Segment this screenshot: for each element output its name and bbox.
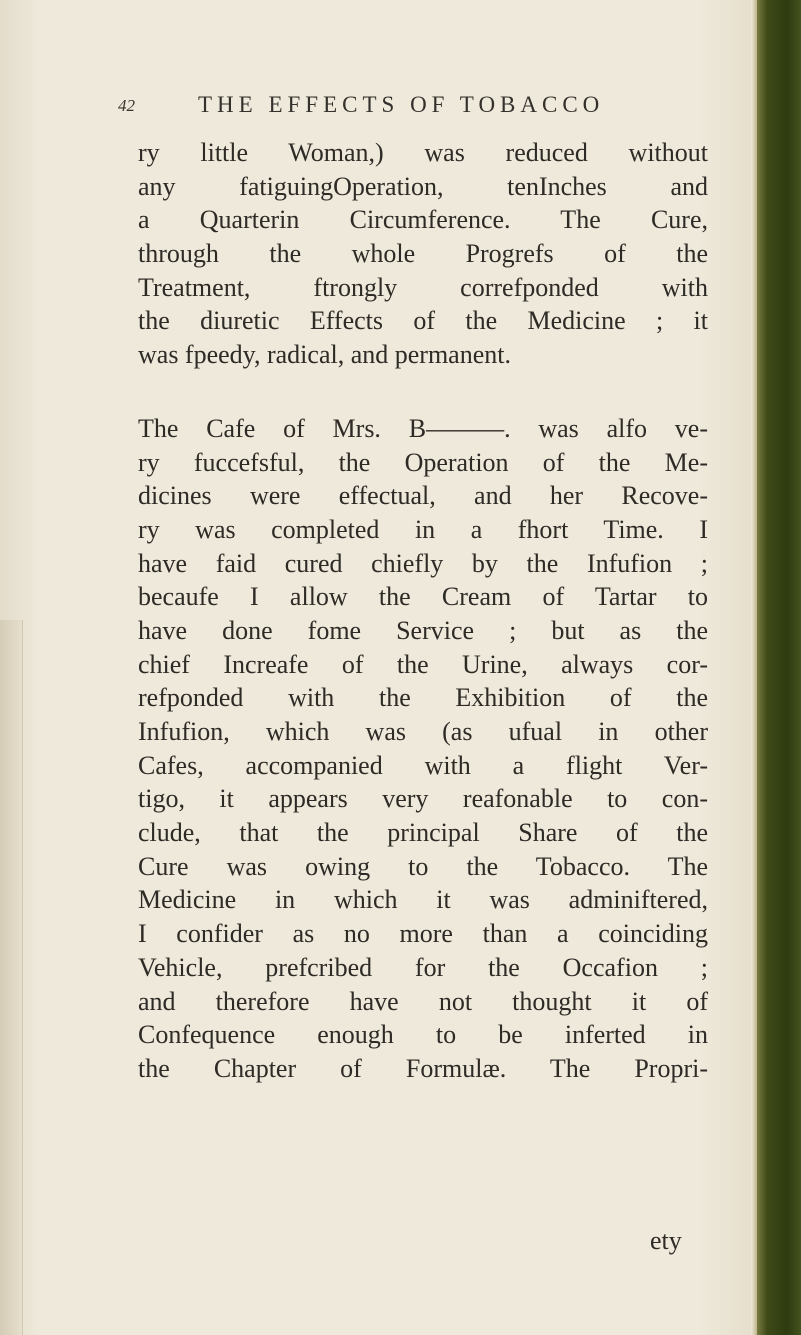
text-line: clude, that the principal Share of the [138,818,708,848]
text-line: any fatiguingOperation, tenInches and [138,171,708,201]
running-header [118,92,758,122]
text-line: a Quarterin Circumference. The Cure, [138,205,708,235]
text-line: the Chapter of Formulæ. The Propri- [138,1053,708,1083]
text-line: Infufion, which was (as ufual in other [138,717,708,746]
text-line: Cafes, accompanied with a flight Ver- [138,750,708,780]
text-line: Treatment, ftrongly correfponded with [138,272,708,302]
catchword: ety [650,1226,682,1255]
text-line: chief Increafe of the Urine, always cor- [138,649,708,679]
paragraph-gap [138,372,708,412]
text-line: ry was completed in a fhort Time. I [138,514,708,544]
text-line: Cure was owing to the Tobacco. The [138,851,708,881]
text-line: I confider as no more than a coinciding [138,919,708,949]
text-line: the diuretic Effects of the Medicine ; it [138,306,708,336]
left-page-edge [0,620,23,1335]
paragraph-2 [138,412,708,1086]
text-line: Confequence enough to be inferted in [138,1020,708,1050]
text-line: and therefore have not thought it of [138,986,708,1016]
text-line: was fpeedy, radical, and permanent. [138,340,511,370]
text-line: tigo, it appears very reafonable to con- [138,784,708,814]
text-line: ry little Woman,) was reduced without [138,138,708,167]
text-line: have faid cured chiefly by the Infufion ; [138,548,708,578]
text-line: through the whole Progrefs of the [138,239,708,269]
text-line: Medicine in which it was adminiftered, [138,885,708,915]
running-title: THE EFFECTS OF TOBACCO [198,92,605,117]
text-line: refponded with the Exhibition of the [138,683,708,713]
page-number: 42 [118,96,135,115]
paragraph-1 [138,136,708,372]
text-line: ry fuccefsful, the Operation of the Me- [138,447,708,477]
book-binding-edge [757,0,801,1335]
text-line: becaufe I allow the Cream of Tartar to [138,582,708,612]
body-text [138,136,708,1086]
text-line: dicines were effectual, and her Recove- [138,481,708,511]
text-line: have done fome Service ; but as the [138,615,708,645]
text-line: The Cafe of Mrs. B———. was alfo ve- [138,413,708,443]
text-line: Vehicle, prefcribed for the Occafion ; [138,952,708,982]
